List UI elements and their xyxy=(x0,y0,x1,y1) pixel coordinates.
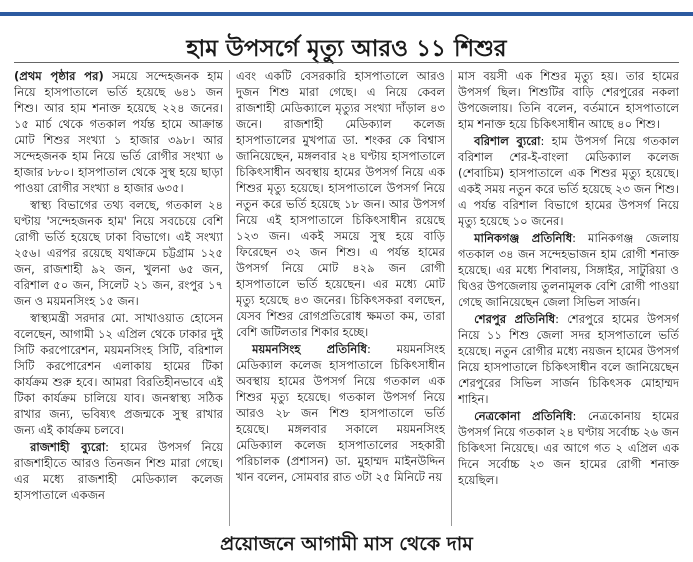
bureau-label: মানিকগঞ্জ প্রতিনিধি xyxy=(474,231,573,245)
top-blue-rule xyxy=(0,12,693,16)
paragraph xyxy=(14,439,223,503)
headline-divider xyxy=(14,62,679,63)
continuation-label: (প্রথম পৃষ্ঠার পর) xyxy=(14,69,104,83)
column-separator xyxy=(451,70,452,526)
article-column-3 xyxy=(458,68,679,528)
paragraph xyxy=(458,133,679,229)
column-separator xyxy=(229,70,230,526)
next-article-headline: প্রয়োজনে আগামী মাস থেকে দাম xyxy=(220,533,473,555)
paragraph-text: : ময়মনসিংহ মেডিক্যাল কলেজ হাসপাতালে চিকিৎসাধীন অবস্থায় হামের উপসর্গ নিয়ে গতকাল এক শিশুর মৃত্যু হয়েছে। গতকাল উপসর্গ নিয়ে আরও ২৮ জন শিশু হাসপাতালে ভর্তি হয়েছে। মঙ্গলবার সকালে ময়মনসিংহ মেডিক্যাল কলেজ হাসপাতালের সহকারী পরিচালক (প্রশাসন) ডা. মুহাম্মদ মাইনউদ্দিন খান বলেন, সোমবার রাত ৩টা ২৫ মিনিটে নয় xyxy=(236,342,445,484)
paragraph-text: : হামের উপসর্গ নিয়ে রাজশাহীতে আরও তিনজন শিশু মারা গেছে। এর মধ্যে রাজশাহী মেডিক্যাল কলেজ হাসপাতালে একজন xyxy=(14,440,223,502)
paragraph-text: : শেরপুরে হামের উপসর্গ নিয়ে ১১ শিশু জেলা সদর হাসপাতালে ভর্তি হয়েছে। নতুন রোগীর মধ্যে নয়জন হামের উপসর্গ নিয়ে হাসপাতালে চিকিৎসাধীন বলে জানিয়েছেন শেরপুরের সিভিল সার্জন চিকিৎসক মোহাম্মদ শাহিন। xyxy=(458,312,679,406)
paragraph: স্বাস্থ্য বিভাগের তথ্য বলছে, গতকাল ২৪ ঘণ্টায় 'সন্দেহজনক হাম' নিয়ে সবচেয়ে বেশি রোগী ভর্তি হয়েছে ঢাকা বিভাগে। এই সংখ্যা ২৫৬। এরপর রয়েছে যথাক্রমে চট্টগ্রাম ১২৫ জন, রাজশাহী ৯২ জন, খুলনা ৬৫ জন, বরিশাল ৫০ জন, সিলেট ২১ জন, রংপুর ১৭ জন ও ময়মনসিংহ ১৫ জন। xyxy=(14,198,223,308)
paragraph xyxy=(458,230,679,310)
bureau-label: নেত্রকোনা প্রতিনিধি xyxy=(474,409,573,423)
paragraph: এবং একটি বেসরকারি হাসপাতালে আরও দুজন শিশু মারা গেছে। এ নিয়ে কেবল রাজশাহী মেডিক্যালে মৃত্যুর সংখ্যা দাঁড়াল ৪৩ জনে। রাজশাহী মেডিক্যাল কলেজ হাসপাতালের মুখপাত্র ডা. শংকর কে বিশ্বাস জানিয়েছেন, মঙ্গলবার ২৪ ঘণ্টায় হাসপাতালে চিকিৎসাধীন অবস্থায় হামের উপসর্গ নিয়ে এক শিশুর মৃত্যু হয়েছে। হাসপাতালে উপসর্গ নিয়ে নতুন করে ভর্তি হয়েছে ১৮ জন। আর উপসর্গ নিয়ে এই হাসপাতালে চিকিৎসাধীন রয়েছে ১২৩ জন। একই সময়ে সুস্থ হয়ে বাড়ি ফিরেছেন ৩২ জন শিশু। এ পর্যন্ত হামের উপসর্গ নিয়ে মোট ৪২৯ জন রোগী হাসপাতালে ভর্তি হয়েছেন। এর মধ্যে মোট মৃত্যু হয়েছে ৪৩ জনের। চিকিৎসকরা বলছেন, যেসব শিশুর রোগপ্রতিরোধ ক্ষমতা কম, তারা বেশি জটিলতার শিকার হচ্ছে। xyxy=(236,69,445,339)
paragraph xyxy=(458,311,679,407)
headline: হাম উপসর্গে মৃত্যু আরও ১১ শিশুর xyxy=(186,36,507,62)
paragraph-text: : নেত্রকোনায় হামের উপসর্গ নিয়ে গতকাল ২৪ ঘণ্টায় সর্বোচ্চ ২৬ জন চিকিৎসা নিয়েছে। এর আগে গত ২ এপ্রিল এক দিনে সর্বোচ্চ ২৩ জন হামের রোগী শনাক্ত হয়েছিল। xyxy=(458,409,679,487)
bureau-label: ময়মনসিংহ প্রতিনিধি xyxy=(252,342,367,356)
bureau-label: বরিশাল ব্যুরো xyxy=(474,134,541,148)
paragraph: মাস বয়সী এক শিশুর মৃত্যু হয়। তার হামের উপসর্গ ছিল। শিশুটির বাড়ি শেরপুরের নকলা উপজেলায়। তিনি বলেন, বর্তমানে হাসপাতালে হাম শনাক্ত হয়ে চিকিৎসাধীন আছে ৪০ শিশু। xyxy=(458,69,679,131)
paragraph-text: : মানিকগঞ্জ জেলায় গতকাল ৩৪ জন সন্দেহভাজন হাম রোগী শনাক্ত হয়েছে। এর মধ্যে শিবালয়, সিঙ্গাইর, সাটুরিয়া ও ঘিওর উপজেলায় তুলনামূলক বেশি রোগী পাওয়া গেছে জানিয়েছেন জেলা সিভিল সার্জন। xyxy=(458,231,679,309)
paragraph: স্বাস্থ্যমন্ত্রী সরদার মো. সাখাওয়াত হোসেন বলেছেন, আগামী ১২ এপ্রিল থেকে ঢাকার দুই সিটি করপোরেশন, ময়মনসিংহ সিটি, বরিশাল সিটি করপোরেশন এলাকায় হামের টিকা কার্যক্রম শুরু হবে। আমরা বিরতিহীনভাবে এই টিকা কার্যক্রম চালিয়ে যাব। জনস্বাস্থ্য সঠিক রাখার জন্য, ভবিষ্যৎ প্রজন্মকে সুস্থ রাখার জন্য এই কার্যক্রম চলবে। xyxy=(14,311,223,437)
article-column-2 xyxy=(236,68,445,528)
bureau-label: শেরপুর প্রতিনিধি xyxy=(474,312,556,326)
paragraph-text: সময়ে সন্দেহজনক হাম নিয়ে হাসপাতালে ভর্তি হয়েছে ৬৪১ জন শিশু। আর হাম শনাক্ত হয়েছে ২২৪ জনের। ১৫ মার্চ থেকে গতকাল পর্যন্ত হামে আক্রান্ত মোট শিশুর সংখ্যা ১ হাজার ৩৯৮। আর সন্দেহজনক হাম নিয়ে ভর্তি রোগীর সংখ্যা ৬ হাজার ৮৮০। হাসপাতাল থেকে সুস্থ হয়ে ছাড়া পাওয়া রোগীর সংখ্যা ৪ হাজার ৬৩৫। xyxy=(14,69,223,195)
bureau-label: রাজশাহী ব্যুরো xyxy=(30,440,106,454)
paragraph xyxy=(14,68,223,196)
paragraph xyxy=(236,341,445,485)
paragraph-text: : হাম উপসর্গ নিয়ে গতকাল বরিশাল শের-ই-বাংলা মেডিক্যাল কলেজ (শেবাচিম) হাসপাতালে এক শিশুর মৃত্যু হয়েছে। একই সময় নতুন করে ভর্তি হয়েছে ২৩ জন শিশু। এ পর্যন্ত বরিশাল বিভাগে হামের উপসর্গ নিয়ে মৃত্যু হয়েছে ১০ জনের। xyxy=(458,134,679,228)
paragraph xyxy=(458,408,679,488)
article-column-1 xyxy=(14,68,223,528)
